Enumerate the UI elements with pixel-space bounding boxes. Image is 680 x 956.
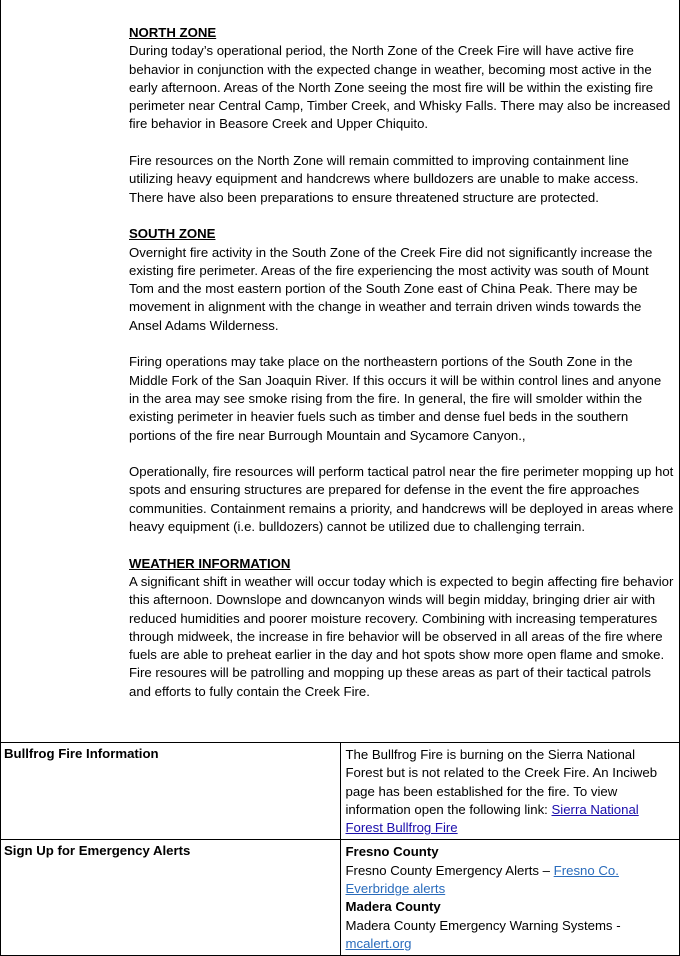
bullfrog-inciweb-link[interactable]: Sierra National Forest Bullfrog Fire (345, 801, 639, 836)
bullfrog-label: Bullfrog Fire Information (1, 743, 341, 840)
fresno-heading: Fresno County (345, 844, 439, 860)
south-zone-heading: SOUTH ZONE (129, 226, 216, 242)
zone-updates-row (1, 0, 680, 743)
south-zone-paragraph-3: Operationally, fire resources will perform tactical patrol near the fire perimeter mopping up hot spots and ensuring structures are prepared for defense in the event the fire approaches communities. Containment remains a priority, and handcrews will be deployed in areas where heavy equipment (i.e. bulldozers) cannot be utilized due to challenging terrain. (129, 464, 674, 535)
north-zone-heading: NORTH ZONE (129, 25, 217, 40)
bullfrog-text: The Bullfrog Fire is burning on the Sierra National Forest but is not related to the Creek Fire. An Inciweb page has been established for the fire. To view information open the following link: (345, 747, 658, 817)
madera-heading: Madera County (345, 899, 441, 915)
weather-heading: WEATHER INFORMATION (129, 555, 291, 571)
fresno-text: Fresno County Emergency Alerts – (345, 862, 554, 878)
alerts-row (1, 840, 680, 956)
bullfrog-cell (340, 743, 680, 840)
zone-updates-cell (1, 0, 680, 743)
south-zone-paragraph-2: Firing operations may take place on the northeastern portions of the South Zone in the Middle Fork of the San Joaquin River. If this occurs it will be within control lines and anyone in the area may see smoke rising from the fire. In general, the fire will smolder within the existing perimeter in heavier fuels such as timber and dense fuel beds in the southern portions of the fire near Burrough Mountain and Sycamore Canyon., (129, 354, 662, 443)
fresno-everbridge-link[interactable]: Fresno Co. Everbridge alerts (345, 862, 619, 897)
mcalert-link[interactable]: mcalert.org (345, 935, 412, 951)
weather-paragraph: A significant shift in weather will occur today which is expected to begin affecting fire behavior this afternoon. Downslope and downcanyon winds will begin midday, bringing drier air with reduced humidities and poorer moisture recovery. Combining with increasing temperatures through midweek, the increase in fire behavior will be observed in all areas of the fire where fuels are able to preheat earlier in the day and hot spots show more open flame and smoke. Fire resoures will be patrolling and mopping up these areas as part of their tactical patrols and efforts to fully contain the Creek Fire. (129, 573, 674, 699)
north-zone-paragraph-2: Fire resources on the North Zone will remain committed to improving containment line utilizing heavy equipment and handcrews where bulldozers are unable to make access. There have also been preparations to ensure threatened structure are protected. (129, 153, 639, 205)
north-zone-paragraph-1: During today’s operational period, the North Zone of the Creek Fire will have active fire behavior in conjunction with the expected change in weather, becoming most active in the early afternoon. Areas of the North Zone seeing the most fire will be within the existing fire perimeter near Central Camp, Timber Creek, and Whisky Falls. There may also be increased fire behavior in Beasore Creek and Upper Chiquito. (129, 43, 671, 132)
madera-text: Madera County Emergency Warning Systems - (345, 917, 621, 933)
alerts-cell (340, 840, 680, 956)
south-zone-paragraph-1: Overnight fire activity in the South Zone of the Creek Fire did not significantly increase the existing fire perimeter. Areas of the fire experiencing the most activity was south of Mount Tom and the most eastern portion of the South Zone east of China Peak. There may be movement in alignment with the change in weather and terrain driven winds towards the Ansel Adams Wilderness. (129, 244, 653, 333)
bullfrog-row (1, 743, 680, 840)
alerts-label: Sign Up for Emergency Alerts (1, 840, 341, 956)
